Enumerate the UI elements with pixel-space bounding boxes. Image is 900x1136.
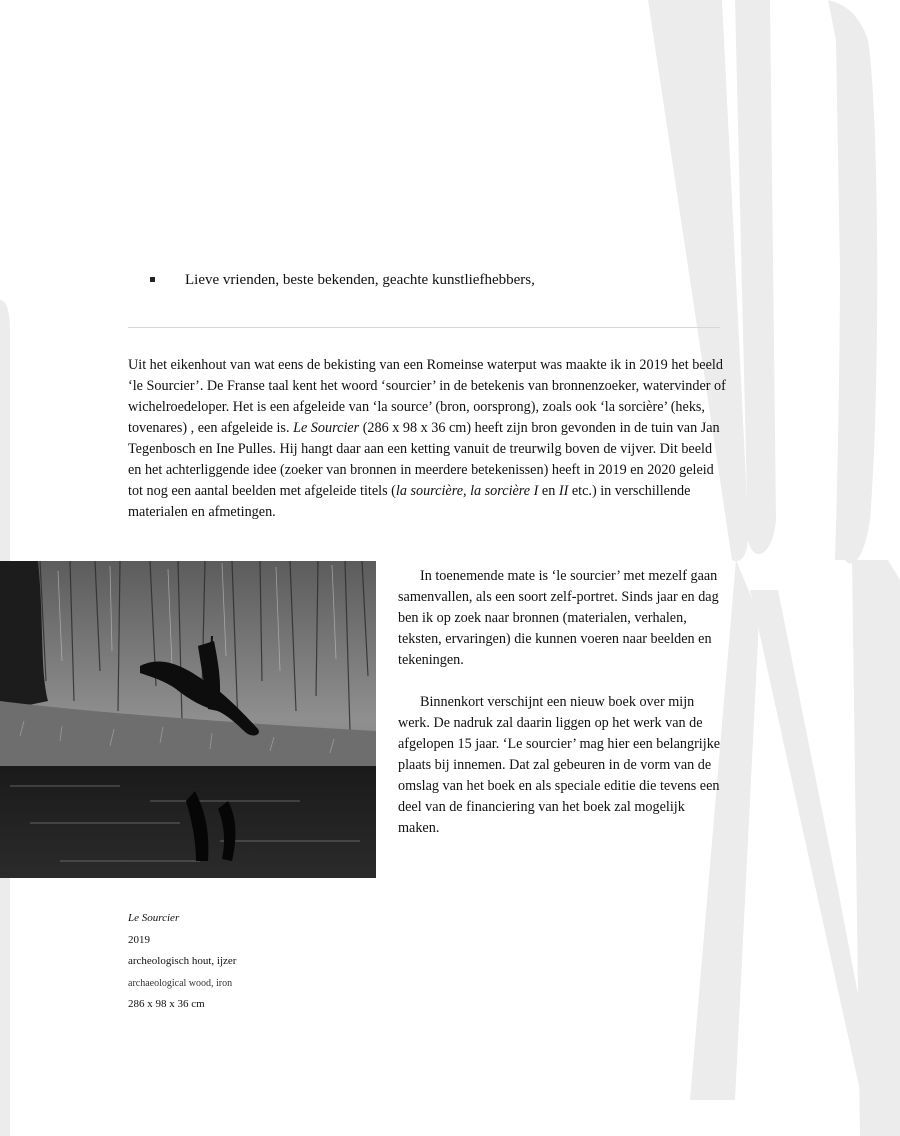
intro-text-2: (286 x 98 x 36 cm) heeft zijn bron gevonden in de tuin van Jan Tegenbosch en Ine Pulles. Hij hangt daar aan een ketting vanuit de treurwilg boven de vijver. Dit beeld en het achterliggende idee (zoeker van bronnen in meerdere betekenissen) heeft in 2019 en 2020 geleid tot nog een aantal beelden met afgeleide titels ( (128, 420, 720, 499)
column-paragraph-2: Binnenkort verschijnt een nieuw boek over mijn werk. De nadruk zal daarin liggen op het werk van de afgelopen 15 jaar. ‘Le sourcier’ mag hier een belangrijke plaats bij innemen. Dat zal gebeuren in de vorm van de omslag van het boek en als speciale editie die tevens een deel van de financiering van het boek zal mogelijk maken. (398, 694, 721, 836)
intro-title-italic: Le Sourcier (293, 420, 360, 436)
divider (128, 327, 720, 328)
right-column (398, 566, 728, 839)
greeting-text: Lieve vrienden, beste bekenden, geachte kunstliefhebbers, (185, 272, 535, 288)
photo-caption (128, 908, 428, 1016)
intro-paragraph (128, 355, 728, 523)
column-paragraph-1: In toenemende mate is ‘le sourcier’ met mezelf gaan samenvallen, als een soort zelf-portret. Sinds jaar en dag ben ik op zoek naar bronnen (materialen, verhalen, teksten, ervaringen) die kunnen voeren naar beelden en tekeningen. (398, 568, 719, 668)
intro-titles-italic: la sourcière, la sorcière I (395, 483, 539, 499)
intro-text-1: Uit het eikenhout van wat eens de bekisting van een Romeinse waterput was maakte ik in 2019 het beeld ‘le Sourcier’. De Franse taal kent het woord ‘sourcier’ in de betekenis van bronnenzoeker, watervinder of wichelroedeloper. Het is een afgeleide van ‘la source’ (bron, oorsprong), zoals ook ‘la sorcière’ (heks, tovenares) , een afgeleide is. (128, 357, 726, 436)
caption-year: 2019 (128, 933, 150, 946)
caption-material-nl: archeologisch hout, ijzer (128, 955, 237, 967)
caption-title: Le Sourcier (128, 912, 180, 924)
caption-dimensions: 286 x 98 x 36 cm (128, 998, 205, 1010)
sculpture-photo (0, 561, 376, 878)
greeting-line (150, 270, 535, 290)
intro-text-3: en (538, 483, 559, 499)
intro-roman-two: II (558, 483, 569, 499)
caption-material-en: archaeological wood, iron (128, 977, 233, 989)
bullet-icon (150, 277, 155, 282)
intro-text-4: etc.) in verschillende materialen en afmetingen. (128, 483, 691, 520)
